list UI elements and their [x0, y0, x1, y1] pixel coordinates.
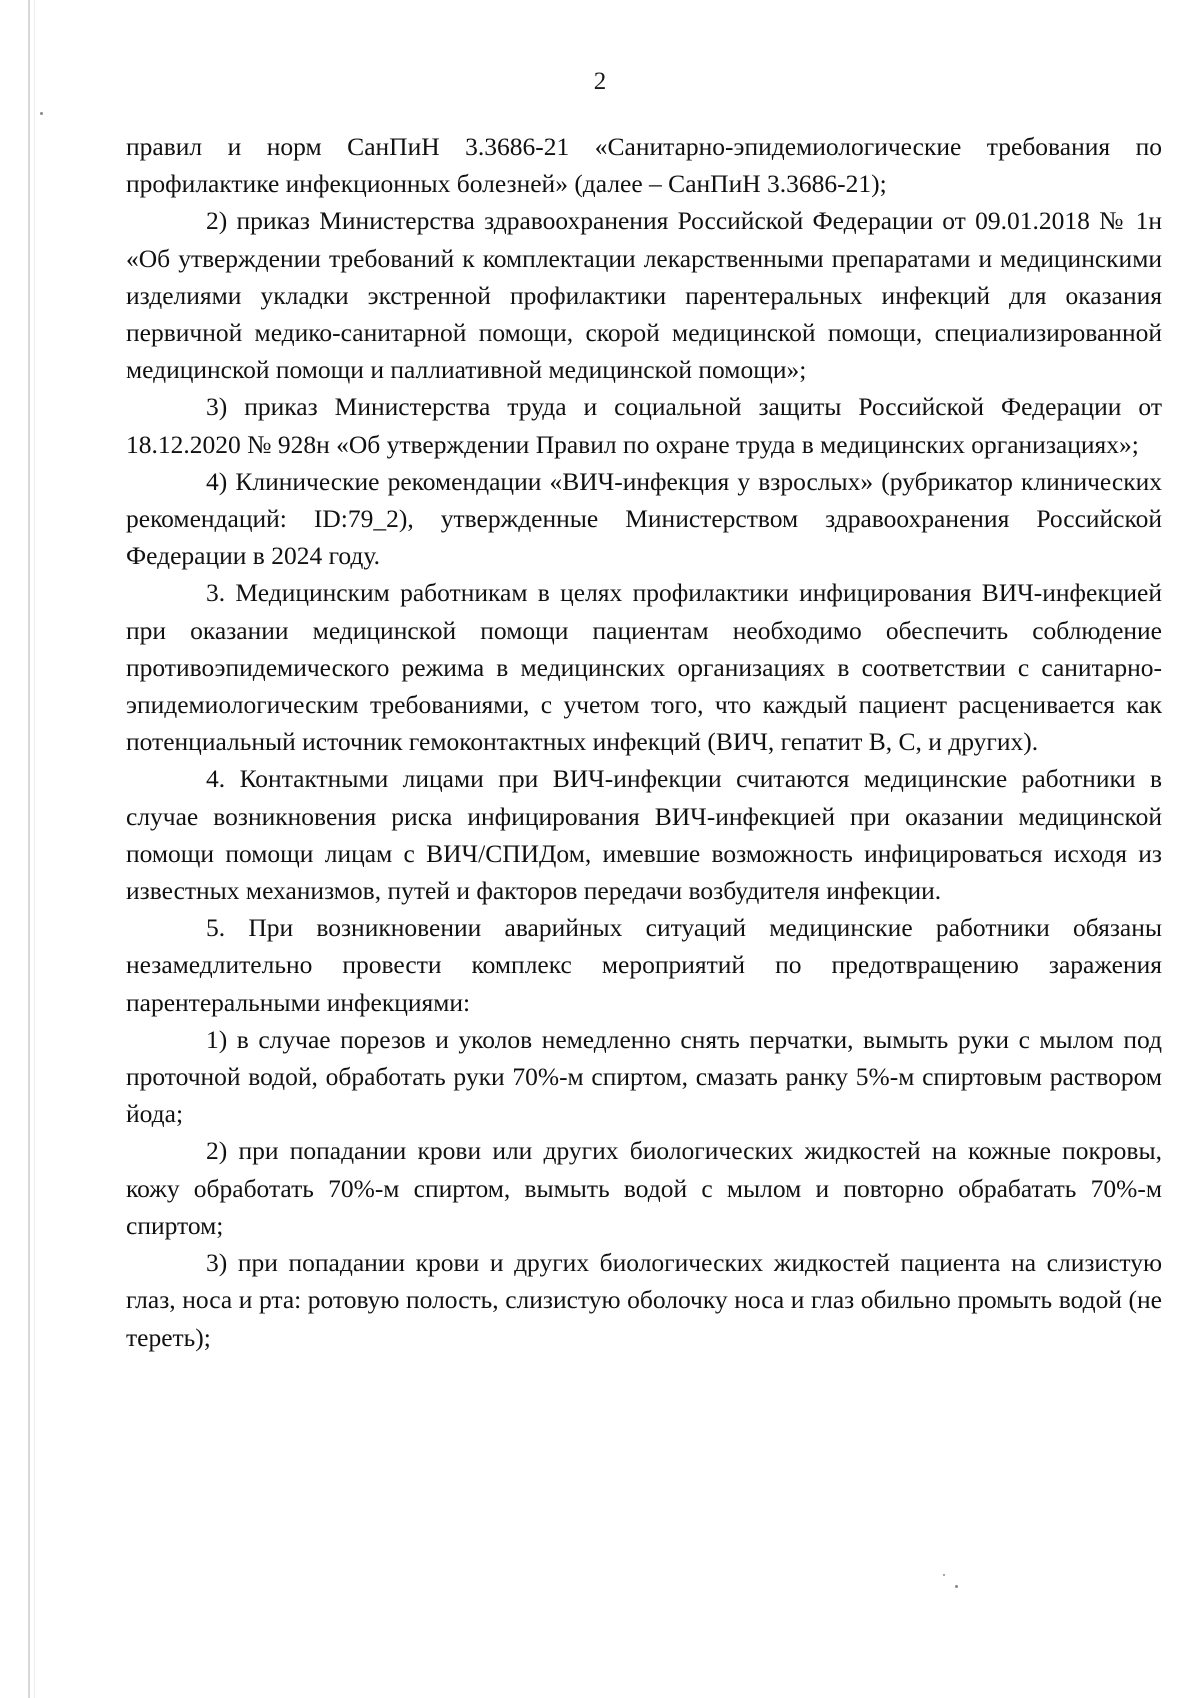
scan-speck — [943, 1574, 945, 1576]
paragraph-9: 2) при попадании крови или других биологических жидкостей на кожные покровы, кожу обработать 70%-м спиртом, вымыть водой с мылом и повторно обрабатать 70%-м спиртом; — [126, 1136, 1162, 1240]
scan-edge-line — [28, 0, 30, 1698]
scan-edge-line-secondary — [34, 0, 35, 1698]
paragraph-7: 5. При возникновении аварийных ситуаций медицинские работники обязаны незамедлительно провести комплекс мероприятий по предотвращению заражения парентеральными инфекциями: — [126, 913, 1162, 1017]
paragraph-5: 3. Медицинским работникам в целях профилактики инфицирования ВИЧ-инфекцией при оказании медицинской помощи пациентам необходимо обеспечить соблюдение противоэпидемического режима в медицинских организациях в соответствии с санитарно-эпидемиологическим требованиями, с учетом того, что каждый пациент расценивается как потенциальный источник гемоконтактных инфекций (ВИЧ, гепатит В, С, и других). — [126, 578, 1162, 757]
scan-speck — [40, 112, 43, 115]
paragraph-4: 4) Клинические рекомендации «ВИЧ-инфекция у взрослых» (рубрикатор клинических рекомендаций: ID:79_2), утвержденные Министерством здравоохранения Российской Федерации в 2024 году. — [126, 466, 1162, 571]
page-number: 2 — [593, 68, 607, 95]
document-body — [126, 128, 1162, 1356]
paragraph-10: 3) при попадании крови и других биологических жидкостей пациента на слизистую глаз, носа и рта: ротовую полость, слизистую оболочку носа и глаз обильно промыть водой (не тереть); — [126, 1248, 1162, 1352]
scan-speck — [955, 1585, 958, 1588]
paragraph-6: 4. Контактными лицами при ВИЧ-инфекции считаются медицинские работники в случае возникновения риска инфицирования ВИЧ-инфекцией при оказании медицинской помощи помощи лицам с ВИЧ/СПИДом, имевшие возможность инфицироваться исходя из известных механизмов, путей и факторов передачи возбудителя инфекции. — [126, 764, 1162, 906]
paragraph-1: правил и норм СанПиН 3.3686-21 «Санитарно-эпидемиологические требования по профилактике инфекционных болезней» (далее – СанПиН 3.3686-21); — [126, 132, 1162, 199]
paragraph-2: 2) приказ Министерства здравоохранения Российской Федерации от 09.01.2018 № 1н «Об утверждении требований к комплектации лекарственными препаратами и медицинскими изделиями укладки экстренной профилактики парентеральных инфекций для оказания первичной медико-санитарной помощи, скорой медицинской помощи, специализированной медицинской помощи и паллиативной медицинской помощи»; — [126, 206, 1162, 385]
paragraph-3: 3) приказ Министерства труда и социальной защиты Российской Федерации от 18.12.2020 № 928н «Об утверждении Правил по охране труда в медицинских организациях»; — [126, 392, 1162, 459]
paragraph-8: 1) в случае порезов и уколов немедленно снять перчатки, вымыть руки с мылом под проточной водой, обработать руки 70%-м спиртом, смазать ранку 5%-м спиртовым раствором йода; — [126, 1024, 1162, 1129]
